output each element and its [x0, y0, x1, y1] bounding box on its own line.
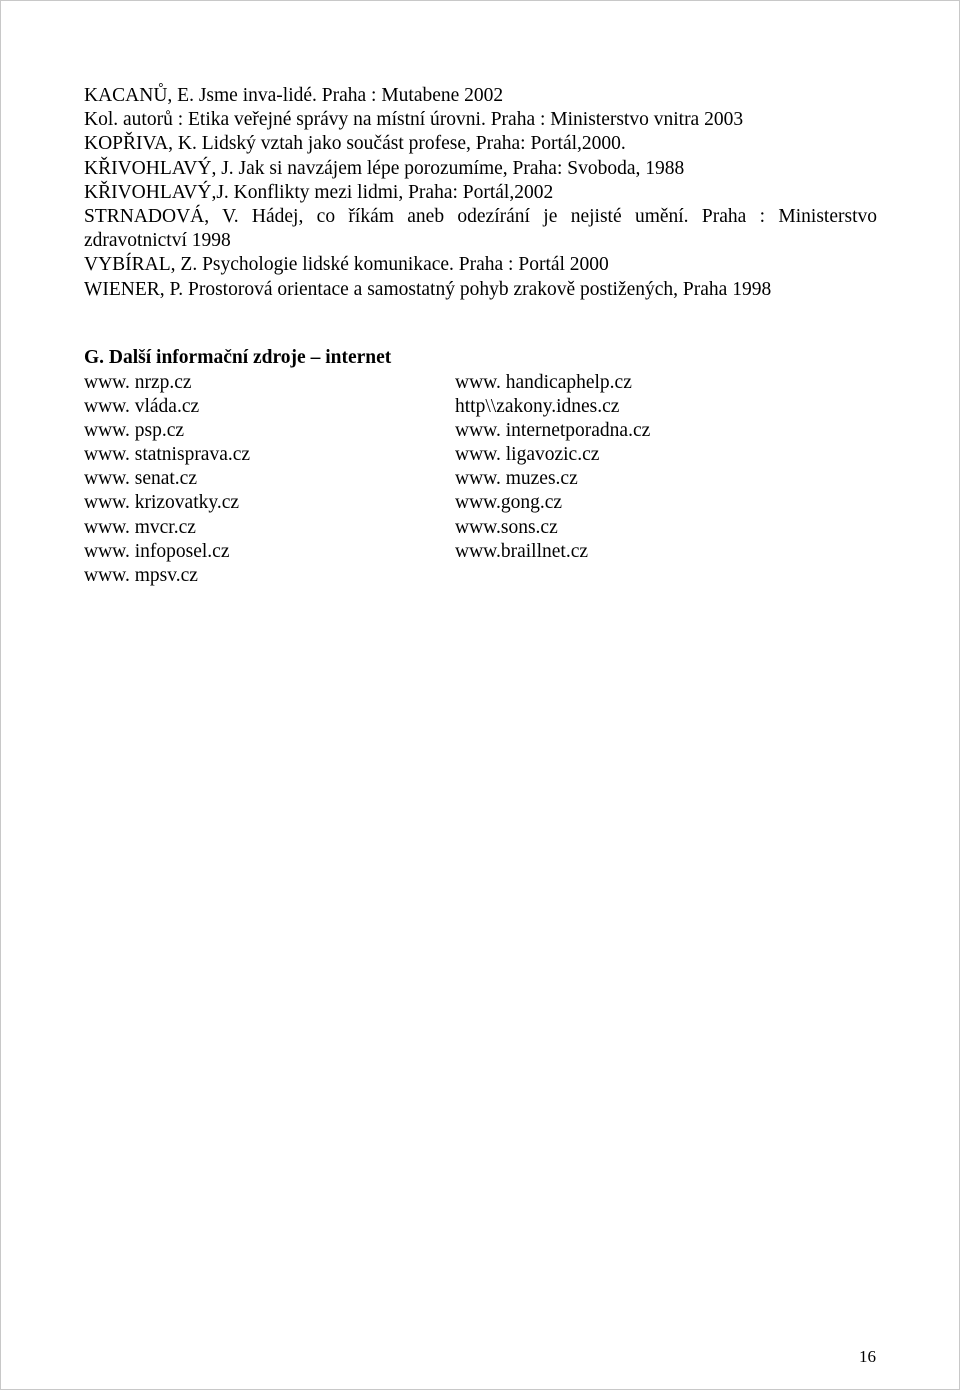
web-link[interactable]: www.gong.cz: [455, 492, 563, 514]
reference-item: STRNADOVÁ, V. Hádej, co říkám aneb odezírání je nejisté umění. Praha : Ministerstvo zdravotnictví 1998: [84, 206, 877, 252]
web-link[interactable]: www. ligavozic.cz: [455, 444, 600, 466]
web-link[interactable]: www.sons.cz: [455, 516, 558, 538]
reference-item: VYBÍRAL, Z. Psychologie lidské komunikace. Praha : Portál 2000: [84, 254, 609, 276]
reference-item: KACANŮ, E. Jsme inva-lidé. Praha : Mutabene 2002: [84, 85, 504, 106]
web-link[interactable]: www. muzes.cz: [455, 468, 578, 490]
web-link[interactable]: www. statnisprava.cz: [84, 444, 251, 466]
web-link[interactable]: www. vláda.cz: [84, 396, 200, 418]
reference-item: Kol. autorů : Etika veřejné správy na místní úrovni. Praha : Ministerstvo vnitra 2003: [84, 109, 744, 131]
reference-item: KŘIVOHLAVÝ,J. Konflikty mezi lidmi, Praha: Portál,2002: [84, 181, 554, 203]
web-link[interactable]: www. infoposel.cz: [84, 540, 230, 562]
web-link[interactable]: www.braillnet.cz: [455, 540, 589, 562]
web-link[interactable]: http\\zakony.idnes.cz: [455, 396, 620, 418]
web-link[interactable]: www. internetporadna.cz: [455, 420, 651, 442]
web-link[interactable]: www. senat.cz: [84, 468, 197, 490]
web-link[interactable]: www. psp.cz: [84, 420, 185, 442]
reference-item: KŘIVOHLAVÝ, J. Jak si navzájem lépe porozumíme, Praha: Svoboda, 1988: [84, 157, 685, 179]
web-link[interactable]: www. mpsv.cz: [84, 564, 198, 586]
section-heading: G. Další informační zdroje – internet: [84, 347, 392, 368]
web-link[interactable]: www. krizovatky.cz: [84, 492, 240, 514]
web-link[interactable]: www. mvcr.cz: [84, 516, 196, 538]
reference-item: WIENER, P. Prostorová orientace a samostatný pohyb zrakově postižených, Praha 1998: [84, 278, 772, 300]
web-link[interactable]: www. handicaphelp.cz: [455, 372, 632, 393]
reference-item: KOPŘIVA, K. Lidský vztah jako součást profese, Praha: Portál,2000.: [84, 133, 626, 155]
links-column-right: [455, 371, 650, 564]
reference-list: [84, 84, 884, 302]
web-link[interactable]: www. nrzp.cz: [84, 372, 192, 393]
page-number: 16: [859, 1347, 876, 1366]
links-column-left: [84, 371, 250, 588]
